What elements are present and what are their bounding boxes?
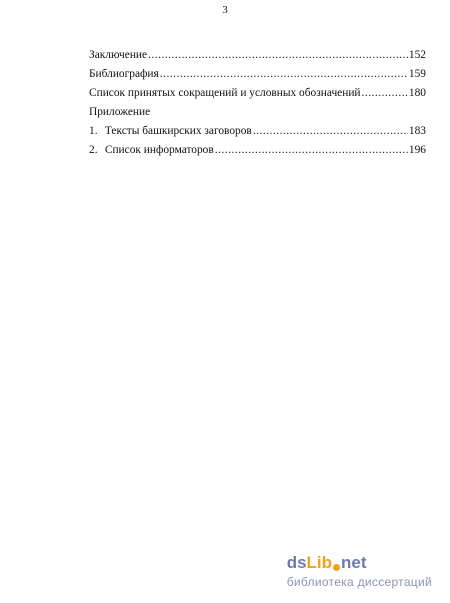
toc-entry-conclusion (89, 46, 426, 65)
toc-entry-appendix-1 (89, 122, 426, 141)
toc-entry-page: 183 (408, 125, 426, 137)
table-of-contents (89, 46, 426, 160)
toc-entry-title-text: Тексты башкирских заговоров (104, 125, 252, 137)
toc-leader-dots (215, 141, 408, 160)
toc-entry-title (89, 122, 252, 141)
dslib-logo (287, 553, 432, 573)
toc-leader-dots (148, 46, 408, 65)
toc-entry-abbreviations (89, 84, 426, 103)
toc-leader-dots (160, 65, 408, 84)
toc-entry-title: Заключение (89, 49, 148, 61)
toc-entry-title-text: Список информаторов (104, 144, 214, 156)
toc-entry-page: 196 (408, 144, 426, 156)
toc-entry-title: Список принятых сокращений и условных обозначений (89, 87, 361, 99)
page-number: 3 (222, 4, 228, 16)
toc-entry-number: 2. (89, 144, 98, 156)
logo-dot-icon (333, 564, 340, 571)
logo-part-ds: ds (286, 553, 307, 572)
toc-entry-title: Библиография (89, 68, 159, 80)
dslib-watermark (287, 553, 432, 589)
toc-entry-page: 159 (408, 68, 426, 80)
toc-leader-dots (253, 122, 408, 141)
toc-entry-appendix-2 (89, 141, 426, 160)
watermark-subtitle: библиотека диссертаций (286, 575, 432, 589)
toc-entry-title (89, 141, 214, 160)
toc-entry-page: 152 (408, 49, 426, 61)
appendix-heading: Приложение (89, 106, 151, 118)
toc-entry-page: 180 (408, 87, 426, 99)
toc-entry-bibliography (89, 65, 426, 84)
toc-leader-dots (362, 84, 408, 103)
logo-part-lib: Lib (306, 553, 333, 572)
logo-part-net: net (341, 553, 367, 572)
toc-entry-number: 1. (89, 125, 98, 137)
